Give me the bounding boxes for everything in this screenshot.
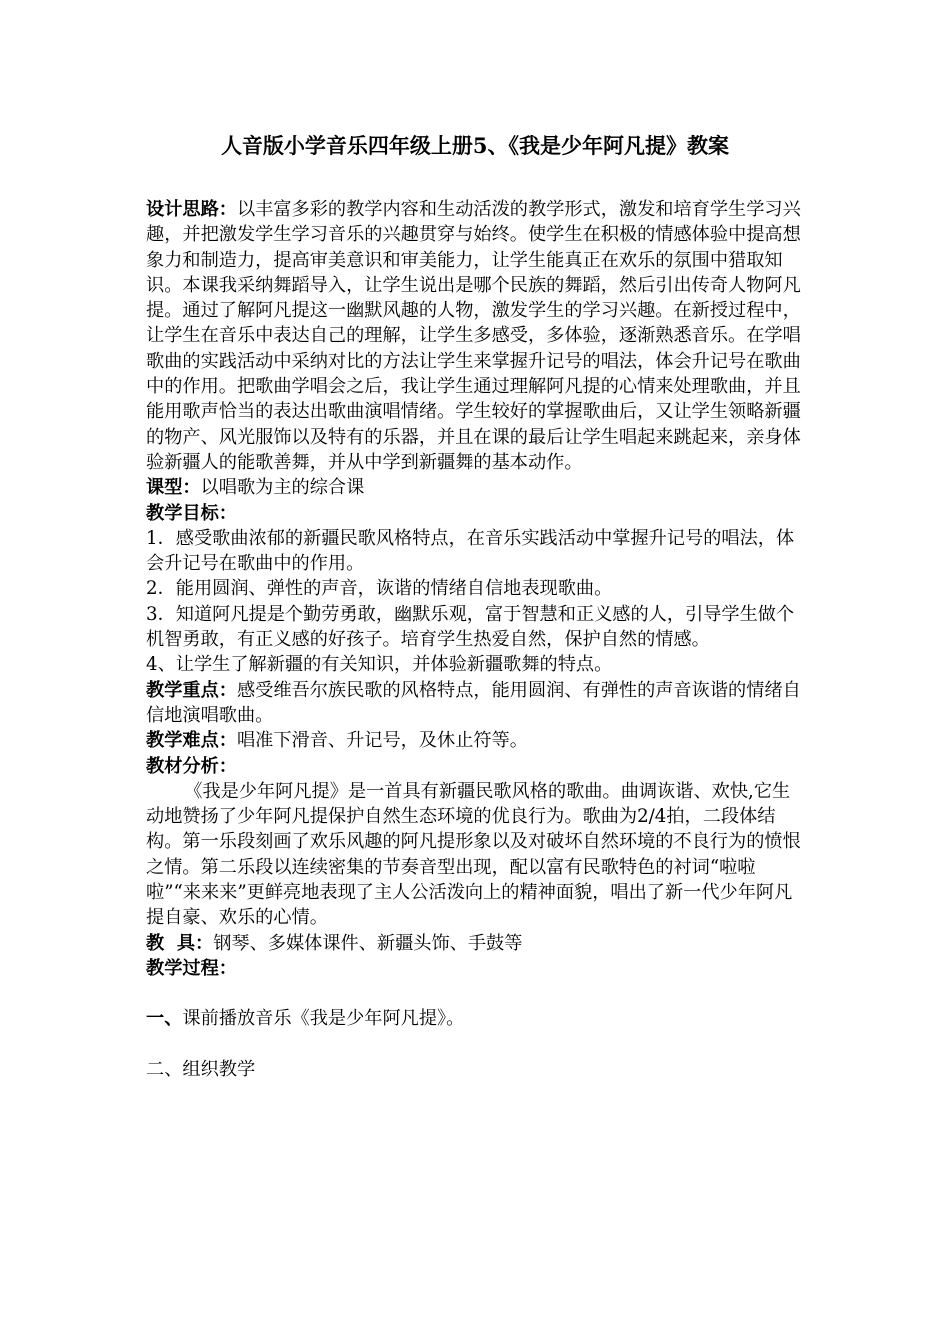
lesson-type-text: 以唱歌为主的综合课 <box>200 477 365 499</box>
objective-item: 3．知道阿凡提是个勤劳勇敢，幽默乐观，富于智慧和正义感的人，引导学生做个机智勇敢，有正义感的好孩子。培育学生热爱自然，保护自然的情感。 <box>146 603 795 651</box>
difficulties-text: 唱准下滑音、升记号，及休止符等。 <box>236 730 528 752</box>
step-one-text: 课前播放音乐《我是少年阿凡提》。 <box>182 1008 465 1030</box>
analysis-text: 《我是少年阿凡提》是一首具有新疆民歌风格的歌曲。曲调诙谐、欢快,它生动地赞扬了少年阿凡提保护自然生态环境的优良行为。歌曲为2/4拍，二段体结构。第一乐段刻画了欢乐风趣的阿凡提形象以及对破坏自然环境的不良行为的愤恨之情。第二乐段以连续密集的节奏音型出现，配以富有民歌特色的衬词“啦啦啦”“来来来”更鲜亮地表现了主人公活泼向上的精神面貌，唱出了新一代少年阿凡提自豪、欢乐的心情。 <box>146 780 801 929</box>
objective-item: 4、让学生了解新疆的有关知识，并体验新疆歌舞的特点。 <box>146 654 613 676</box>
spacer <box>146 1032 808 1057</box>
spacer <box>146 981 808 1006</box>
lesson-type-paragraph <box>146 475 808 500</box>
key-points-label: 教学重点： <box>146 679 237 701</box>
design-label: 设计思路： <box>146 199 237 220</box>
document-body <box>146 197 808 1082</box>
objective-item: 1．感受歌曲浓郁的新疆民歌风格特点，在音乐实践活动中掌握升记号的唱法，体会升记号在歌曲中的作用。 <box>146 527 795 575</box>
objectives-heading: 教学目标： <box>146 502 237 524</box>
page-title: 人音版小学音乐四年级上册5、《我是少年阿凡提》教案 <box>220 133 730 158</box>
key-points-text: 感受维吾尔族民歌的风格特点，能用圆润、有弹性的声音诙谐的情绪自信地演唱歌曲。 <box>146 679 801 726</box>
step-one-prefix: 一、 <box>146 1008 183 1030</box>
lesson-type-label: 课型： <box>146 477 201 499</box>
difficulties-label: 教学难点： <box>146 730 237 752</box>
step-two-prefix: 二、 <box>146 1058 183 1080</box>
analysis-heading: 教材分析： <box>146 755 237 777</box>
step-two <box>146 1057 808 1082</box>
design-paragraph <box>146 197 808 475</box>
key-points-paragraph <box>146 678 808 729</box>
process-heading: 教学过程： <box>146 957 237 979</box>
step-one <box>146 1006 808 1031</box>
difficulties-paragraph <box>146 728 808 753</box>
design-text: 以丰富多彩的教学内容和生动活泼的教学形式，激发和培育学生学习兴趣，并把激发学生学习音乐的兴趣贯穿与始终。使学生在积极的情感体验中提高想象力和制造力，提高审美意识和审美能力，让学生能真正在欢乐的氛围中猎取知识。本课我采纳舞蹈导入，让学生说出是哪个民族的舞蹈，然后引出传奇人物阿凡提。通过了解阿凡提这一幽默风趣的人物，激发学生的学习兴趣。在新授过程中，让学生在音乐中表达自己的理解，让学生多感受，多体验，逐渐熟悉音乐。在学唱歌曲的实践活动中采纳对比的方法让学生来掌握升记号的唱法，体会升记号在歌曲中的作用。把歌曲学唱会之后，我让学生通过理解阿凡提的心情来处理歌曲，并且能用歌声恰当的表达出歌曲演唱情绪。学生较好的掌握歌曲后，又让学生领略新疆的物产、风光服饰以及特有的乐器，并且在课的最后让学生唱起来跳起来，亲身体验新疆人的能歌善舞，并从中学到新疆舞的基本动作。 <box>146 199 801 473</box>
objective-item: 2．能用圆润、弹性的声音，诙谐的情绪自信地表现歌曲。 <box>146 578 613 600</box>
tools-paragraph <box>146 931 808 956</box>
tools-label: 教 具： <box>146 932 214 954</box>
tools-text: 钢琴、多媒体课件、新疆头饰、手鼓等 <box>213 932 523 954</box>
step-two-text: 组织教学 <box>182 1058 256 1080</box>
